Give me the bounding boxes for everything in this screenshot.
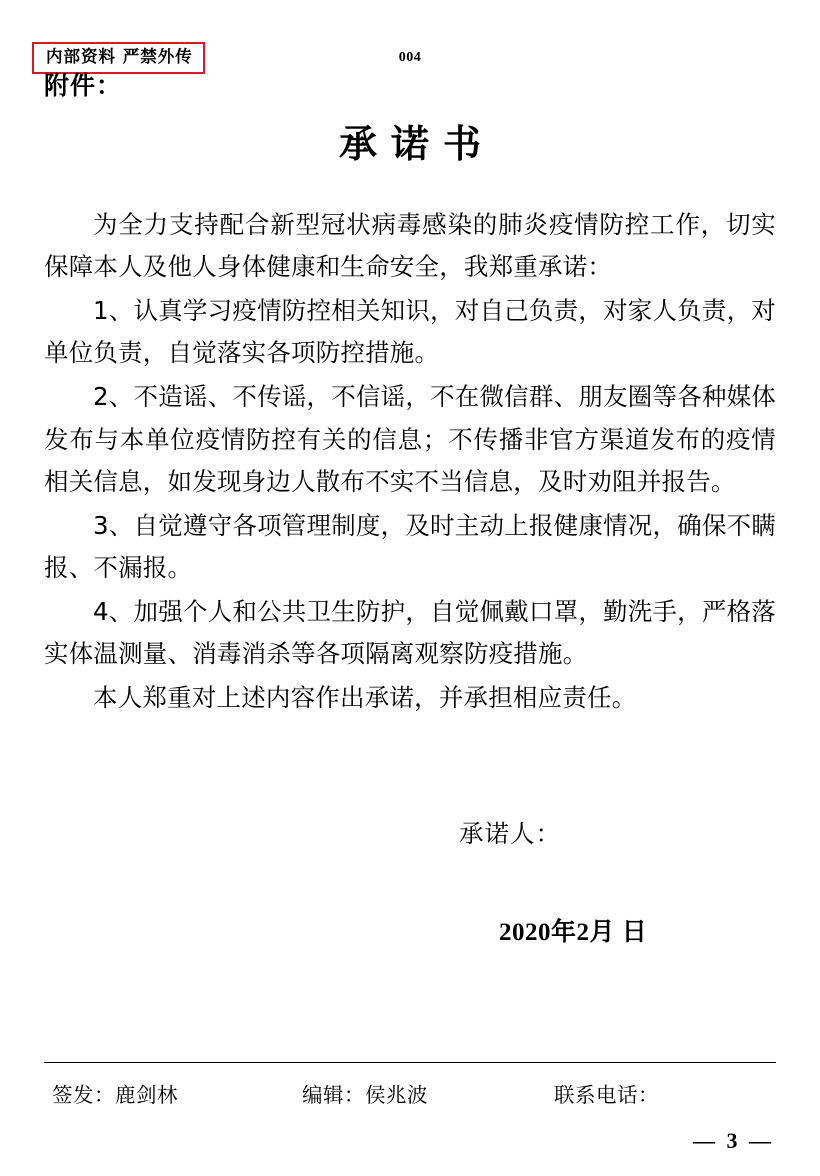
paragraph-closing: 本人郑重对上述内容作出承诺，并承担相应责任。: [93, 683, 637, 713]
page-footer: [44, 1072, 776, 1112]
paragraph-item-3: 3、自觉遵守各项管理制度，及时主动上报健康情况，确保不瞒报、不漏报。: [44, 510, 776, 582]
document-body: [44, 70, 776, 948]
footer-phone: 联系电话：: [554, 1083, 659, 1107]
page-header: [0, 20, 820, 64]
paragraph-intro: 为全力支持配合新型冠状病毒感染的肺炎疫情防控工作，切实保障本人及他人身体健康和生命安全，我郑重承诺：: [44, 209, 776, 282]
bottom-page-number: — 3 —: [693, 1128, 774, 1153]
page-title: 承诺书: [338, 123, 495, 166]
date-line: 2020年2月 日: [499, 919, 648, 947]
paragraph-item-4: 4、加强个人和公共卫生防护，自觉佩戴口罩，勤洗手，严格落实体温测量、消毒消杀等各项隔离观察防疫措施。: [44, 597, 776, 669]
footer-issuer: 签发：鹿剑林: [52, 1083, 178, 1107]
paragraph-item-1: 1、认真学习疫情防控相关知识，对自己负责，对家人负责，对单位负责，自觉落实各项防控措施。: [44, 296, 776, 368]
footer-editor: 编辑：侯兆波: [302, 1083, 428, 1107]
footer-divider: [44, 1062, 776, 1063]
paragraph-item-2: 2、不造谣、不传谣，不信谣，不在微信群、朋友圈等各种媒体发布与本单位疫情防控有关的信息；不传播非官方渠道发布的疫情相关信息，如发现身边人散布不实不当信息，及时劝阻并报告。: [44, 382, 776, 496]
confidential-stamp: 内部资料 严禁外传: [32, 42, 205, 74]
signer-line: 承诺人：: [459, 819, 561, 849]
top-page-number: 004: [398, 50, 422, 65]
attachment-label: 附件：: [44, 71, 123, 100]
